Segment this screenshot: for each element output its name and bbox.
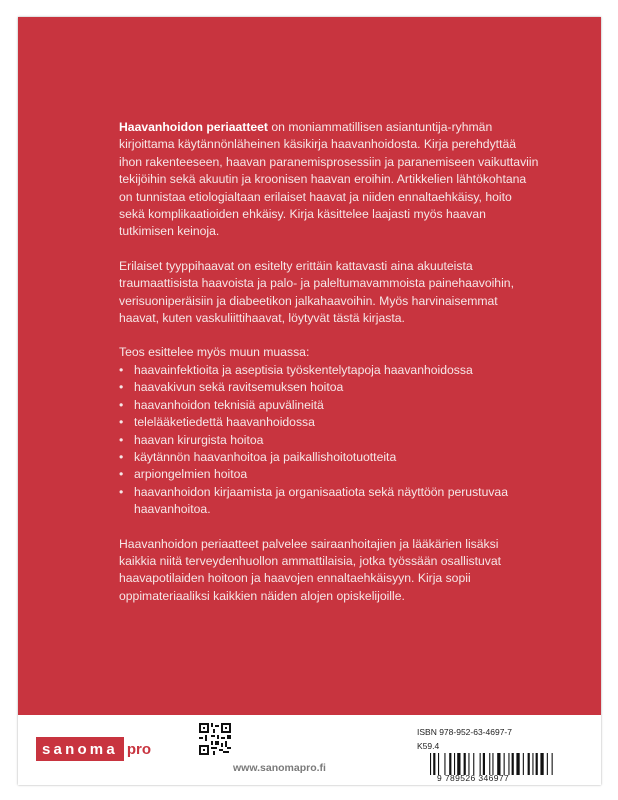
publisher-url: www.sanomapro.fi <box>233 762 326 774</box>
publisher-logo <box>36 737 151 761</box>
logo-wordmark: sanoma <box>36 737 124 761</box>
logo-pro: pro <box>126 740 152 758</box>
isbn-label: ISBN 978-952-63-4697-7 <box>417 727 512 737</box>
list-intro: Teos esittelee myös muun muassa: <box>119 345 310 360</box>
list-item: • haavan kirurgista hoitoa <box>119 432 539 449</box>
topic-list <box>119 362 539 519</box>
book-title-bold: Haavanhoidon periaatteet <box>119 120 268 134</box>
list-item: • telelääketiedettä haavanhoidossa <box>119 414 539 431</box>
intro-paragraph <box>119 119 539 241</box>
list-item: • haavainfektioita ja aseptisia työskentelytapoja haavanhoidossa <box>119 362 539 379</box>
classification-code: K59.4 <box>417 741 440 751</box>
list-item: • haavanhoidon kirjaamista ja organisaatiota sekä näyttöön perustuvaa haavanhoitoa. <box>119 484 539 519</box>
intro-text: on moniammatillisen asiantuntija-ryhmän kirjoittama käytännönläheinen käsikirja haavanhoidosta. Kirja perehdyttää ihon rakenteeseen, haavan paranemisprosessiin ja paranemiseen vaikuttaviin tekijöihin sekä akuutin ja kroonisen haavan eroihin. Artikkelien lähtökohtana on tunnistaa etiologialtaan erilaiset haavat ja niiden ennaltaehkäisy, hoito sekä komplikaatioiden ehkäisy. Kirja käsittelee laajasti myös haavan tutkimisen keinoja. <box>119 120 539 239</box>
barcode-digits: 9 789526 346977 <box>437 773 510 783</box>
list-item: • haavanhoidon teknisiä apuvälineitä <box>119 397 539 414</box>
qr-code-icon <box>199 723 231 755</box>
book-back-cover <box>18 17 601 785</box>
list-item: • haavakivun sekä ravitsemuksen hoitoa <box>119 379 539 396</box>
footer-strip <box>18 715 601 785</box>
list-item: • arpiongelmien hoitoa <box>119 466 539 483</box>
barcode-icon <box>428 753 598 775</box>
list-item: • käytännön haavanhoitoa ja paikallishoitotuotteita <box>119 449 539 466</box>
audience-paragraph: Haavanhoidon periaatteet palvelee sairaanhoitajien ja lääkärien lisäksi kaikkia niitä terveydenhuollon ammattilaisia, jotka työssään osallistuvat haavapotilaiden hoitoon ja haavojen ennaltaehkäisyyn. Kirja sopii oppimateriaaliksi kaikkien näiden alojen opiskelijoille. <box>119 536 502 603</box>
wound-types-paragraph: Erilaiset tyyppihaavat on esitelty erittäin kattavasti aina akuuteista traumaattisista haavoista ja palo- ja paleltumavammoista painehaavoihin, verisuoniperäisiin ja diabeetikon jalkahaavoihin. Myös harvinaisemmat haavat, kuten vaskuliittihaavat, löytyvät tästä kirjasta. <box>119 258 514 326</box>
cover-text <box>119 119 539 622</box>
